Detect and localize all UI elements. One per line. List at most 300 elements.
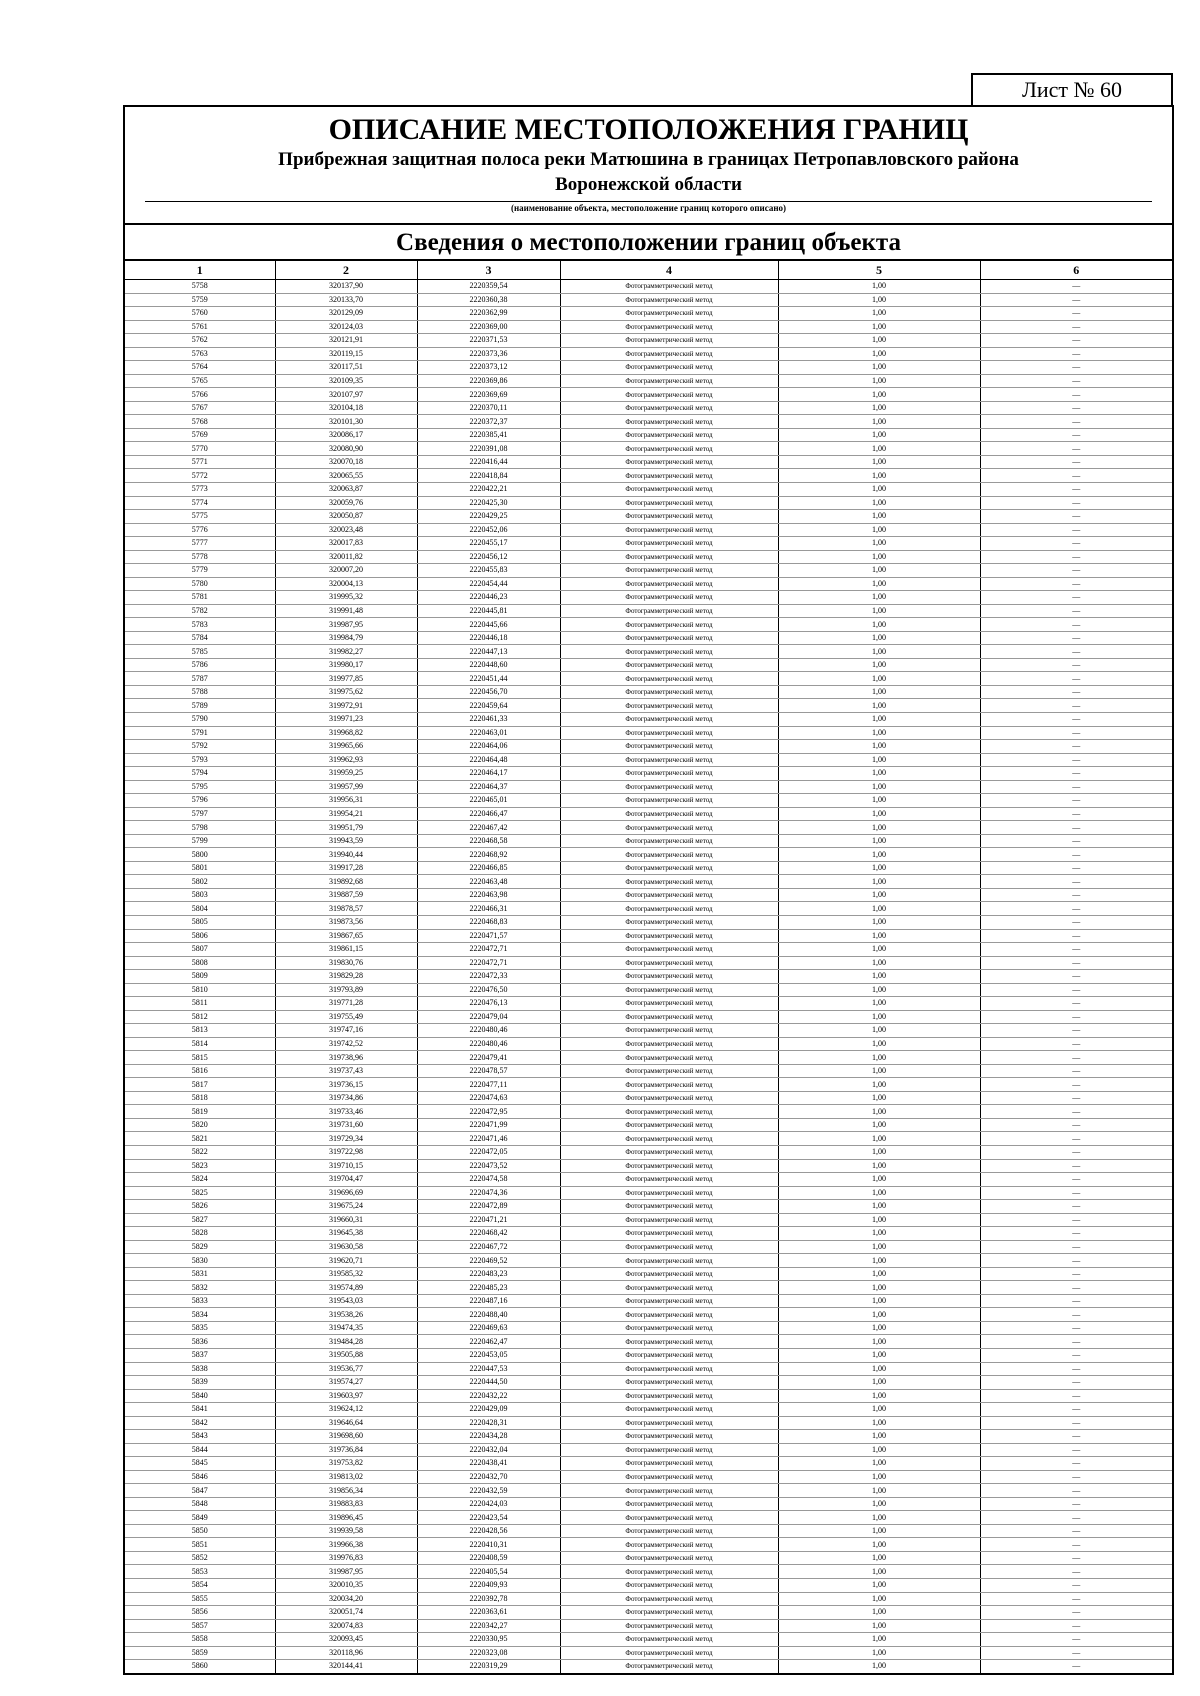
method-cell: Фотограмметрический метод — [560, 929, 778, 943]
coord-x-cell: 319755,49 — [275, 1010, 417, 1024]
accuracy-cell: 1,00 — [778, 1457, 980, 1471]
method-cell: Фотограмметрический метод — [560, 713, 778, 727]
coord-y-cell: 2220459,64 — [417, 699, 560, 713]
coord-y-cell: 2220469,63 — [417, 1321, 560, 1335]
point-number-cell: 5859 — [125, 1646, 275, 1660]
coord-y-cell: 2220410,31 — [417, 1538, 560, 1552]
coord-x-cell: 320010,35 — [275, 1579, 417, 1593]
accuracy-cell: 1,00 — [778, 875, 980, 889]
description-cell: — — [980, 361, 1172, 375]
point-number-cell: 5825 — [125, 1186, 275, 1200]
method-cell: Фотограмметрический метод — [560, 1660, 778, 1673]
description-cell: — — [980, 1321, 1172, 1335]
point-number-cell: 5828 — [125, 1227, 275, 1241]
point-number-cell: 5833 — [125, 1294, 275, 1308]
point-number-cell: 5768 — [125, 415, 275, 429]
description-cell: — — [980, 1457, 1172, 1471]
coord-y-cell: 2220370,11 — [417, 401, 560, 415]
coord-x-cell: 319954,21 — [275, 807, 417, 821]
table-row — [125, 1565, 1172, 1579]
table-row — [125, 1213, 1172, 1227]
coord-y-cell: 2220472,71 — [417, 943, 560, 957]
method-cell: Фотограмметрический метод — [560, 1024, 778, 1038]
coord-x-cell: 319956,31 — [275, 794, 417, 808]
method-cell: Фотограмметрический метод — [560, 1443, 778, 1457]
coord-y-cell: 2220456,12 — [417, 550, 560, 564]
table-row — [125, 888, 1172, 902]
accuracy-cell: 1,00 — [778, 645, 980, 659]
point-number-cell: 5778 — [125, 550, 275, 564]
coord-y-cell: 2220319,29 — [417, 1660, 560, 1673]
table-row — [125, 1010, 1172, 1024]
coord-x-cell: 319704,47 — [275, 1173, 417, 1187]
method-cell: Фотограмметрический метод — [560, 1457, 778, 1471]
table-row — [125, 1457, 1172, 1471]
table-row — [125, 618, 1172, 632]
description-cell: — — [980, 875, 1172, 889]
accuracy-cell: 1,00 — [778, 618, 980, 632]
point-number-cell: 5841 — [125, 1403, 275, 1417]
coord-x-cell: 319738,96 — [275, 1051, 417, 1065]
coord-y-cell: 2220438,41 — [417, 1457, 560, 1471]
description-cell: — — [980, 618, 1172, 632]
point-number-cell: 5858 — [125, 1633, 275, 1647]
accuracy-cell: 1,00 — [778, 442, 980, 456]
table-row — [125, 1335, 1172, 1349]
accuracy-cell: 1,00 — [778, 1118, 980, 1132]
accuracy-cell: 1,00 — [778, 550, 980, 564]
point-number-cell: 5761 — [125, 320, 275, 334]
method-cell: Фотограмметрический метод — [560, 482, 778, 496]
point-number-cell: 5842 — [125, 1416, 275, 1430]
description-cell: — — [980, 334, 1172, 348]
method-cell: Фотограмметрический метод — [560, 1565, 778, 1579]
coord-y-cell: 2220485,23 — [417, 1281, 560, 1295]
accuracy-cell: 1,00 — [778, 523, 980, 537]
method-cell: Фотограмметрический метод — [560, 455, 778, 469]
accuracy-cell: 1,00 — [778, 1308, 980, 1322]
point-number-cell: 5798 — [125, 821, 275, 835]
description-cell: — — [980, 1105, 1172, 1119]
coord-x-cell: 319982,27 — [275, 645, 417, 659]
coord-x-cell: 319957,99 — [275, 780, 417, 794]
coord-x-cell: 320050,87 — [275, 510, 417, 524]
accuracy-cell: 1,00 — [778, 591, 980, 605]
column-header: 6 — [980, 261, 1172, 280]
table-row — [125, 510, 1172, 524]
point-number-cell: 5847 — [125, 1484, 275, 1498]
coord-y-cell: 2220466,85 — [417, 861, 560, 875]
description-cell: — — [980, 293, 1172, 307]
method-cell: Фотограмметрический метод — [560, 591, 778, 605]
description-cell: — — [980, 1200, 1172, 1214]
method-cell: Фотограмметрический метод — [560, 1118, 778, 1132]
coord-y-cell: 2220472,71 — [417, 956, 560, 970]
accuracy-cell: 1,00 — [778, 1619, 980, 1633]
table-row — [125, 577, 1172, 591]
table-row — [125, 713, 1172, 727]
coord-y-cell: 2220416,44 — [417, 455, 560, 469]
accuracy-cell: 1,00 — [778, 1362, 980, 1376]
table-row — [125, 1470, 1172, 1484]
description-cell: — — [980, 1037, 1172, 1051]
method-cell: Фотограмметрический метод — [560, 1051, 778, 1065]
coord-x-cell: 319660,31 — [275, 1213, 417, 1227]
table-row — [125, 523, 1172, 537]
table-row — [125, 1186, 1172, 1200]
table-row — [125, 821, 1172, 835]
method-cell: Фотограмметрический метод — [560, 631, 778, 645]
point-number-cell: 5786 — [125, 658, 275, 672]
table-row — [125, 699, 1172, 713]
coord-x-cell: 319742,52 — [275, 1037, 417, 1051]
point-number-cell: 5827 — [125, 1213, 275, 1227]
method-cell: Фотограмметрический метод — [560, 1281, 778, 1295]
table-row — [125, 280, 1172, 294]
point-number-cell: 5822 — [125, 1146, 275, 1160]
accuracy-cell: 1,00 — [778, 1497, 980, 1511]
point-number-cell: 5836 — [125, 1335, 275, 1349]
description-cell: — — [980, 1024, 1172, 1038]
coord-y-cell: 2220467,72 — [417, 1240, 560, 1254]
description-cell: — — [980, 280, 1172, 294]
description-cell: — — [980, 550, 1172, 564]
method-cell: Фотограмметрический метод — [560, 875, 778, 889]
description-cell: — — [980, 1524, 1172, 1538]
coord-y-cell: 2220359,54 — [417, 280, 560, 294]
coord-y-cell: 2220429,09 — [417, 1403, 560, 1417]
description-cell: — — [980, 428, 1172, 442]
point-number-cell: 5772 — [125, 469, 275, 483]
coord-y-cell: 2220425,30 — [417, 496, 560, 510]
description-cell: — — [980, 726, 1172, 740]
coord-x-cell: 319646,64 — [275, 1416, 417, 1430]
coord-y-cell: 2220479,41 — [417, 1051, 560, 1065]
table-row — [125, 1376, 1172, 1390]
method-cell: Фотограмметрический метод — [560, 1213, 778, 1227]
document-title: ОПИСАНИЕ МЕСТОПОЛОЖЕНИЯ ГРАНИЦ — [328, 113, 969, 146]
accuracy-cell: 1,00 — [778, 469, 980, 483]
description-cell: — — [980, 794, 1172, 808]
coord-y-cell: 2220453,05 — [417, 1348, 560, 1362]
coord-x-cell: 319585,32 — [275, 1267, 417, 1281]
point-number-cell: 5783 — [125, 618, 275, 632]
point-number-cell: 5796 — [125, 794, 275, 808]
table-row — [125, 604, 1172, 618]
accuracy-cell: 1,00 — [778, 888, 980, 902]
point-number-cell: 5837 — [125, 1348, 275, 1362]
coord-y-cell: 2220447,13 — [417, 645, 560, 659]
table-row — [125, 1159, 1172, 1173]
coordinates-table — [125, 261, 1172, 1673]
coord-y-cell: 2220409,93 — [417, 1579, 560, 1593]
method-cell: Фотограмметрический метод — [560, 794, 778, 808]
table-row — [125, 794, 1172, 808]
point-number-cell: 5856 — [125, 1606, 275, 1620]
coord-y-cell: 2220474,36 — [417, 1186, 560, 1200]
accuracy-cell: 1,00 — [778, 604, 980, 618]
table-row — [125, 496, 1172, 510]
point-number-cell: 5790 — [125, 713, 275, 727]
point-number-cell: 5799 — [125, 834, 275, 848]
description-cell: — — [980, 496, 1172, 510]
accuracy-cell: 1,00 — [778, 970, 980, 984]
method-cell: Фотограмметрический метод — [560, 307, 778, 321]
accuracy-cell: 1,00 — [778, 631, 980, 645]
method-cell: Фотограмметрический метод — [560, 428, 778, 442]
point-number-cell: 5849 — [125, 1511, 275, 1525]
coord-x-cell: 319951,79 — [275, 821, 417, 835]
description-cell: — — [980, 821, 1172, 835]
description-cell: — — [980, 1308, 1172, 1322]
description-cell: — — [980, 1592, 1172, 1606]
point-number-cell: 5814 — [125, 1037, 275, 1051]
description-cell: — — [980, 577, 1172, 591]
method-cell: Фотограмметрический метод — [560, 1064, 778, 1078]
method-cell: Фотограмметрический метод — [560, 645, 778, 659]
point-number-cell: 5800 — [125, 848, 275, 862]
accuracy-cell: 1,00 — [778, 1579, 980, 1593]
point-number-cell: 5785 — [125, 645, 275, 659]
method-cell: Фотограмметрический метод — [560, 510, 778, 524]
description-cell: — — [980, 1470, 1172, 1484]
table-row — [125, 550, 1172, 564]
coord-x-cell: 320070,18 — [275, 455, 417, 469]
point-number-cell: 5769 — [125, 428, 275, 442]
method-cell: Фотограмметрический метод — [560, 1524, 778, 1538]
coord-x-cell: 319878,57 — [275, 902, 417, 916]
table-row — [125, 1606, 1172, 1620]
coord-x-cell: 319574,89 — [275, 1281, 417, 1295]
table-row — [125, 537, 1172, 551]
accuracy-cell: 1,00 — [778, 577, 980, 591]
point-number-cell: 5851 — [125, 1538, 275, 1552]
coord-x-cell: 319722,98 — [275, 1146, 417, 1160]
method-cell: Фотограмметрический метод — [560, 888, 778, 902]
description-cell: — — [980, 970, 1172, 984]
coord-x-cell: 319896,45 — [275, 1511, 417, 1525]
table-row — [125, 997, 1172, 1011]
method-cell: Фотограмметрический метод — [560, 767, 778, 781]
method-cell: Фотограмметрический метод — [560, 1646, 778, 1660]
coord-x-cell: 319883,83 — [275, 1497, 417, 1511]
point-number-cell: 5815 — [125, 1051, 275, 1065]
coord-y-cell: 2220405,54 — [417, 1565, 560, 1579]
point-number-cell: 5811 — [125, 997, 275, 1011]
point-number-cell: 5832 — [125, 1281, 275, 1295]
accuracy-cell: 1,00 — [778, 726, 980, 740]
coord-y-cell: 2220452,06 — [417, 523, 560, 537]
point-number-cell: 5817 — [125, 1078, 275, 1092]
method-cell: Фотограмметрический метод — [560, 1348, 778, 1362]
point-number-cell: 5802 — [125, 875, 275, 889]
coord-x-cell: 319753,82 — [275, 1457, 417, 1471]
accuracy-cell: 1,00 — [778, 1348, 980, 1362]
coord-x-cell: 319861,15 — [275, 943, 417, 957]
method-cell: Фотограмметрический метод — [560, 685, 778, 699]
coord-y-cell: 2220373,36 — [417, 347, 560, 361]
accuracy-cell: 1,00 — [778, 280, 980, 294]
method-cell: Фотограмметрический метод — [560, 1010, 778, 1024]
method-cell: Фотограмметрический метод — [560, 997, 778, 1011]
accuracy-cell: 1,00 — [778, 564, 980, 578]
description-cell: — — [980, 807, 1172, 821]
accuracy-cell: 1,00 — [778, 861, 980, 875]
coord-x-cell: 320104,18 — [275, 401, 417, 415]
point-number-cell: 5795 — [125, 780, 275, 794]
coord-y-cell: 2220448,60 — [417, 658, 560, 672]
coord-y-cell: 2220464,48 — [417, 753, 560, 767]
description-cell: — — [980, 388, 1172, 402]
object-name-line1: Прибрежная защитная полоса реки Матюшина в границах Петропавловского района — [278, 149, 1019, 170]
description-cell: — — [980, 591, 1172, 605]
method-cell: Фотограмметрический метод — [560, 970, 778, 984]
description-cell: — — [980, 1064, 1172, 1078]
method-cell: Фотограмметрический метод — [560, 1091, 778, 1105]
coord-x-cell: 319747,16 — [275, 1024, 417, 1038]
accuracy-cell: 1,00 — [778, 1321, 980, 1335]
coord-x-cell: 320118,96 — [275, 1646, 417, 1660]
accuracy-cell: 1,00 — [778, 672, 980, 686]
description-cell: — — [980, 658, 1172, 672]
method-cell: Фотограмметрический метод — [560, 915, 778, 929]
description-cell: — — [980, 1051, 1172, 1065]
coord-y-cell: 2220444,50 — [417, 1376, 560, 1390]
coord-y-cell: 2220428,56 — [417, 1524, 560, 1538]
table-row — [125, 1173, 1172, 1187]
coord-y-cell: 2220488,40 — [417, 1308, 560, 1322]
accuracy-cell: 1,00 — [778, 1213, 980, 1227]
description-cell: — — [980, 1186, 1172, 1200]
coord-x-cell: 319474,35 — [275, 1321, 417, 1335]
point-number-cell: 5782 — [125, 604, 275, 618]
coord-y-cell: 2220465,01 — [417, 794, 560, 808]
accuracy-cell: 1,00 — [778, 767, 980, 781]
description-cell: — — [980, 1118, 1172, 1132]
description-cell: — — [980, 929, 1172, 943]
method-cell: Фотограмметрический метод — [560, 1389, 778, 1403]
table-row — [125, 645, 1172, 659]
method-cell: Фотограмметрический метод — [560, 1037, 778, 1051]
description-cell: — — [980, 997, 1172, 1011]
table-row — [125, 1403, 1172, 1417]
coord-x-cell: 319975,62 — [275, 685, 417, 699]
coord-x-cell: 320059,76 — [275, 496, 417, 510]
point-number-cell: 5839 — [125, 1376, 275, 1390]
method-cell: Фотограмметрический метод — [560, 1254, 778, 1268]
coord-x-cell: 320004,13 — [275, 577, 417, 591]
table-row — [125, 943, 1172, 957]
accuracy-cell: 1,00 — [778, 807, 980, 821]
coord-y-cell: 2220476,50 — [417, 983, 560, 997]
method-cell: Фотограмметрический метод — [560, 564, 778, 578]
coord-x-cell: 319793,89 — [275, 983, 417, 997]
method-cell: Фотограмметрический метод — [560, 1538, 778, 1552]
description-cell: — — [980, 1389, 1172, 1403]
coord-y-cell: 2220408,59 — [417, 1551, 560, 1565]
point-number-cell: 5848 — [125, 1497, 275, 1511]
coord-y-cell: 2220372,37 — [417, 415, 560, 429]
method-cell: Фотограмметрический метод — [560, 1551, 778, 1565]
description-cell: — — [980, 1376, 1172, 1390]
accuracy-cell: 1,00 — [778, 1470, 980, 1484]
coord-x-cell: 320017,83 — [275, 537, 417, 551]
point-number-cell: 5860 — [191, 1661, 208, 1671]
table-body — [125, 280, 1172, 1673]
method-cell: Фотограмметрический метод — [560, 550, 778, 564]
method-cell: Фотограмметрический метод — [560, 1186, 778, 1200]
coord-x-cell: 319675,24 — [275, 1200, 417, 1214]
description-cell: — — [980, 564, 1172, 578]
accuracy-cell: 1,00 — [778, 1186, 980, 1200]
table-row — [125, 401, 1172, 415]
table-row — [125, 1267, 1172, 1281]
method-cell: Фотограмметрический метод — [560, 469, 778, 483]
coord-y-cell: 2220468,92 — [417, 848, 560, 862]
method-cell: Фотограмметрический метод — [560, 1416, 778, 1430]
description-cell: — — [980, 1078, 1172, 1092]
coord-x-cell: 320063,87 — [275, 482, 417, 496]
accuracy-cell: 1,00 — [778, 496, 980, 510]
accuracy-cell: 1,00 — [778, 1294, 980, 1308]
point-number-cell: 5789 — [125, 699, 275, 713]
method-cell: Фотограмметрический метод — [560, 672, 778, 686]
point-number-cell: 5770 — [125, 442, 275, 456]
point-number-cell: 5806 — [125, 929, 275, 943]
coord-x-cell: 319630,58 — [275, 1240, 417, 1254]
accuracy-cell: 1,00 — [778, 713, 980, 727]
table-header-row — [125, 261, 1172, 280]
coord-y-cell: 2220464,17 — [417, 767, 560, 781]
point-number-cell: 5773 — [125, 482, 275, 496]
point-number-cell: 5793 — [125, 753, 275, 767]
description-cell: — — [980, 1281, 1172, 1295]
accuracy-cell: 1,00 — [778, 1105, 980, 1119]
coord-y-cell: 2220369,00 — [417, 320, 560, 334]
accuracy-cell: 1,00 — [778, 1524, 980, 1538]
table-row — [125, 1348, 1172, 1362]
coord-x-cell: 319543,03 — [275, 1294, 417, 1308]
accuracy-cell: 1,00 — [778, 482, 980, 496]
method-cell: Фотограмметрический метод — [560, 780, 778, 794]
method-cell: Фотограмметрический метод — [560, 374, 778, 388]
accuracy-cell: 1,00 — [778, 1064, 980, 1078]
coord-x-cell: 320109,35 — [275, 374, 417, 388]
coord-y-cell: 2220418,84 — [417, 469, 560, 483]
method-cell: Фотограмметрический метод — [560, 834, 778, 848]
coord-y-cell: 2220466,31 — [417, 902, 560, 916]
method-cell: Фотограмметрический метод — [560, 1294, 778, 1308]
method-cell: Фотограмметрический метод — [560, 1376, 778, 1390]
table-row — [125, 1105, 1172, 1119]
description-cell: — — [980, 740, 1172, 754]
description-cell: — — [980, 1132, 1172, 1146]
accuracy-cell: 1,00 — [778, 1254, 980, 1268]
accuracy-cell: 1,00 — [778, 428, 980, 442]
accuracy-cell: 1,00 — [778, 780, 980, 794]
coord-y-cell: 2220474,58 — [417, 1173, 560, 1187]
description-cell: — — [980, 1660, 1172, 1673]
point-number-cell: 5801 — [125, 861, 275, 875]
table-row — [125, 1200, 1172, 1214]
coord-y-cell: 2220369,69 — [417, 388, 560, 402]
accuracy-cell: 1,00 — [778, 1551, 980, 1565]
coord-y-cell: 2220471,46 — [417, 1132, 560, 1146]
point-number-cell: 5804 — [125, 902, 275, 916]
point-number-cell: 5843 — [125, 1430, 275, 1444]
coord-y-cell: 2220369,86 — [417, 374, 560, 388]
description-cell: — — [980, 1010, 1172, 1024]
